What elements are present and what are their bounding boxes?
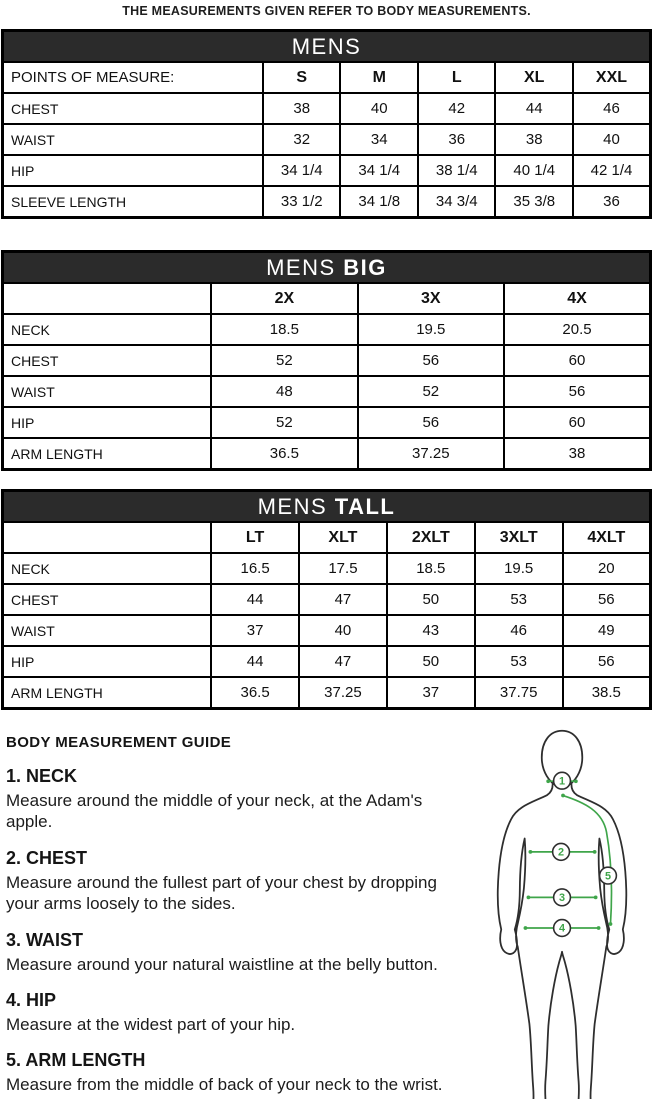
measurement-row-label: WAIST	[3, 615, 212, 646]
measurement-guide-section	[0, 724, 653, 1099]
measurement-value: 34 3/4	[418, 186, 496, 218]
size-col-header: 3X	[358, 283, 504, 314]
guide-title: BODY MEASUREMENT GUIDE	[6, 734, 232, 751]
table-title-mens-big	[3, 252, 651, 284]
measurement-value: 46	[475, 615, 563, 646]
measurement-value: 49	[563, 615, 651, 646]
measurement-row	[3, 124, 651, 155]
measurement-value: 38	[504, 438, 650, 470]
measurement-value: 42	[418, 93, 496, 124]
waist-marker-label: 3	[559, 892, 566, 905]
measurement-row-label: NECK	[3, 314, 212, 345]
size-col-header: 4X	[504, 283, 650, 314]
measurement-value: 48	[211, 376, 357, 407]
guide-item-heading: 5. ARM LENGTH	[6, 1050, 146, 1071]
guide-item-text: Measure around the middle of your neck, at the Adam's apple.	[6, 791, 423, 832]
body-measurements-note: THE MEASUREMENTS GIVEN REFER TO BODY MEASUREMENTS.	[122, 4, 531, 18]
measurement-value: 40 1/4	[495, 155, 573, 186]
guide-item	[6, 766, 472, 833]
measurement-value: 44	[495, 93, 573, 124]
measurement-row-label: WAIST	[3, 376, 212, 407]
measurement-value: 40	[299, 615, 387, 646]
measurement-row	[3, 93, 651, 124]
body-measurement-figure	[478, 724, 651, 1099]
measurement-row	[3, 345, 651, 376]
measurement-value: 53	[475, 646, 563, 677]
size-col-header: 2XLT	[387, 522, 475, 553]
measurement-row-label: SLEEVE LENGTH	[3, 186, 263, 218]
table-title-bold: BIG	[343, 254, 387, 280]
table-title-regular: MENS	[257, 493, 328, 519]
measurement-value: 43	[387, 615, 475, 646]
measurement-value: 36	[418, 124, 496, 155]
measurement-value: 50	[387, 646, 475, 677]
size-col-header: XLT	[299, 522, 387, 553]
guide-item	[6, 930, 472, 975]
measurement-row	[3, 553, 651, 584]
measurement-value: 47	[299, 584, 387, 615]
guide-item	[6, 848, 472, 915]
measurement-value: 46	[573, 93, 651, 124]
empty-header-cell	[3, 283, 212, 314]
measurement-value: 37.25	[299, 677, 387, 709]
guide-item	[6, 990, 472, 1035]
size-tables-container	[1, 29, 652, 710]
size-col-header: 4XLT	[563, 522, 651, 553]
measurement-value: 34	[340, 124, 418, 155]
neck-marker-label: 1	[559, 775, 566, 788]
guide-item-heading: 1. NECK	[6, 766, 78, 786]
size-col-header: S	[263, 62, 341, 93]
measurement-row	[3, 646, 651, 677]
points-of-measure-label: POINTS OF MEASURE:	[3, 62, 263, 93]
guide-items	[6, 766, 472, 1096]
size-col-header: LT	[211, 522, 299, 553]
measurement-value: 60	[504, 407, 650, 438]
measurement-row	[3, 438, 651, 470]
size-col-header: 2X	[211, 283, 357, 314]
measurement-value: 18.5	[387, 553, 475, 584]
measurement-value: 44	[211, 584, 299, 615]
measurement-value: 52	[211, 345, 357, 376]
measurement-value: 18.5	[211, 314, 357, 345]
guide-item-heading: 3. WAIST	[6, 929, 84, 950]
measurement-row-label: ARM LENGTH	[3, 438, 212, 470]
size-col-header: L	[418, 62, 496, 93]
measurement-value: 36.5	[211, 677, 299, 709]
guide-text-column	[6, 734, 472, 1096]
column-header-row	[3, 522, 651, 553]
measurement-value: 56	[358, 407, 504, 438]
measurement-value: 40	[573, 124, 651, 155]
measurement-value: 20.5	[504, 314, 650, 345]
measurement-value: 37.25	[358, 438, 504, 470]
size-table-mens-tall	[1, 489, 652, 710]
measurement-value: 38	[495, 124, 573, 155]
body-figure-svg	[478, 724, 651, 1099]
measurement-value: 56	[504, 376, 650, 407]
size-table-mens-big	[1, 250, 652, 471]
measurement-value: 19.5	[358, 314, 504, 345]
measurement-value: 37	[211, 615, 299, 646]
measurement-value: 50	[387, 584, 475, 615]
measurement-row	[3, 376, 651, 407]
column-header-row	[3, 62, 651, 93]
measurement-value: 36.5	[211, 438, 357, 470]
measurement-value: 38	[263, 93, 341, 124]
measurement-value: 34 1/8	[340, 186, 418, 218]
measurement-value: 52	[211, 407, 357, 438]
measurement-row	[3, 155, 651, 186]
measurement-row	[3, 186, 651, 218]
table-title-row	[3, 31, 651, 63]
hip-marker-label: 4	[559, 922, 566, 935]
measurement-value: 52	[358, 376, 504, 407]
measurement-value: 47	[299, 646, 387, 677]
measurement-value: 17.5	[299, 553, 387, 584]
guide-item	[6, 1050, 472, 1095]
column-header-row	[3, 283, 651, 314]
measurement-value: 38 1/4	[418, 155, 496, 186]
table-title-regular: MENS	[291, 33, 362, 59]
measurement-value: 38.5	[563, 677, 651, 709]
measurement-row	[3, 677, 651, 709]
measurement-row-label: CHEST	[3, 93, 263, 124]
measurement-value: 34 1/4	[263, 155, 341, 186]
measurement-value: 53	[475, 584, 563, 615]
guide-item-text: Measure around the fullest part of your chest by dropping your arms loosely to the sides.	[6, 872, 437, 914]
measurement-row-label: WAIST	[3, 124, 263, 155]
measurement-value: 33 1/2	[263, 186, 341, 218]
measurement-row	[3, 615, 651, 646]
measurement-value: 60	[504, 345, 650, 376]
size-table-mens	[1, 29, 652, 219]
measurement-row-label: HIP	[3, 646, 212, 677]
measurement-row	[3, 407, 651, 438]
measurement-row	[3, 314, 651, 345]
measurement-row-label: CHEST	[3, 345, 212, 376]
table-title-bold: TALL	[334, 493, 396, 519]
measurement-value: 56	[563, 646, 651, 677]
measurement-value: 42 1/4	[573, 155, 651, 186]
guide-item-text: Measure from the middle of back of your neck to the wrist.	[6, 1075, 443, 1095]
size-col-header: XXL	[573, 62, 651, 93]
measurement-value: 44	[211, 646, 299, 677]
table-title-row	[3, 252, 651, 284]
measurement-row-label: NECK	[3, 553, 212, 584]
measurement-value: 34 1/4	[340, 155, 418, 186]
empty-header-cell	[3, 522, 212, 553]
table-title-row	[3, 491, 651, 523]
measurement-value: 56	[358, 345, 504, 376]
arm-length-marker-label: 5	[604, 870, 612, 883]
measurement-value: 20	[563, 553, 651, 584]
measurement-row-label: HIP	[3, 155, 263, 186]
chest-marker-label: 2	[558, 846, 565, 859]
measurement-value: 32	[263, 124, 341, 155]
measurement-value: 37	[387, 677, 475, 709]
guide-item-text: Measure around your natural waistline at the belly button.	[6, 954, 438, 974]
measurement-row-label: CHEST	[3, 584, 212, 615]
table-title-mens	[3, 31, 651, 63]
table-title-regular: MENS	[266, 254, 336, 280]
measurement-value: 19.5	[475, 553, 563, 584]
measurement-value: 35 3/8	[495, 186, 573, 218]
measurement-row-label: HIP	[3, 407, 212, 438]
measurement-row-label: ARM LENGTH	[3, 677, 212, 709]
measurement-row	[3, 584, 651, 615]
measurement-value: 16.5	[211, 553, 299, 584]
measurement-value: 40	[340, 93, 418, 124]
measurement-value: 56	[563, 584, 651, 615]
guide-item-heading: 2. CHEST	[6, 847, 88, 868]
size-col-header: M	[340, 62, 418, 93]
size-col-header: XL	[495, 62, 573, 93]
size-col-header: 3XLT	[475, 522, 563, 553]
measurement-value: 37.75	[475, 677, 563, 709]
measurement-value: 36	[573, 186, 651, 218]
guide-item-heading: 4. HIP	[6, 990, 57, 1011]
guide-item-text: Measure at the widest part of your hip.	[6, 1015, 296, 1035]
table-title-mens-tall	[3, 491, 651, 523]
